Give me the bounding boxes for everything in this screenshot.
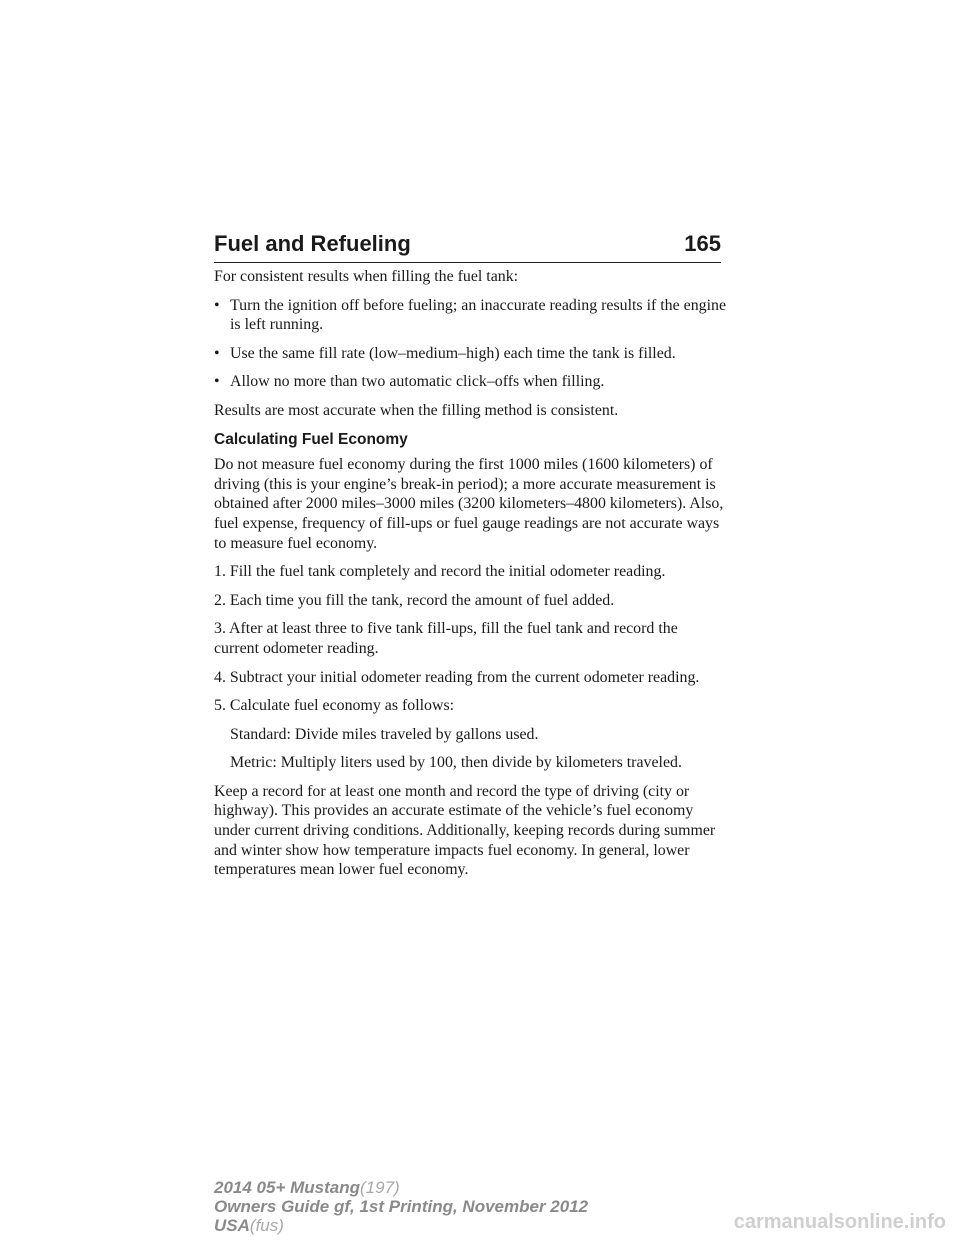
list-item-text: Turn the ignition off before fueling; an inaccurate reading results if the engine is left running.: [230, 296, 726, 334]
consistency-note: Results are most accurate when the filling method is consistent.: [214, 401, 619, 419]
footer-line: [214, 1216, 588, 1235]
list-item: [214, 372, 726, 392]
guide-edition: Owners Guide gf, 1st Printing, November 2012: [214, 1197, 589, 1216]
page-content: [214, 267, 726, 889]
print-footer: [214, 1178, 588, 1235]
subsection-heading: Calculating Fuel Economy: [214, 430, 408, 448]
tips-list: [214, 296, 726, 392]
page-ref: (197): [360, 1178, 400, 1197]
bullet-icon: •: [214, 373, 220, 391]
watermark-text: carmanualsonline.info: [733, 1211, 946, 1233]
market-ref: (fus): [249, 1216, 284, 1235]
metric-method: Metric: Multiply liters used by 100, then divide by kilometers traveled.: [230, 754, 682, 772]
section-title: Fuel and Refueling: [214, 231, 411, 256]
page-header: [214, 226, 721, 263]
bullet-icon: •: [214, 296, 220, 314]
bullet-icon: •: [214, 344, 220, 362]
model-name: 2014 05+ Mustang: [214, 1178, 360, 1197]
list-item: [214, 344, 726, 364]
intro-text: For consistent results when filling the fuel tank:: [214, 268, 519, 285]
body-paragraph: Do not measure fuel economy during the first 1000 miles (1600 kilometers) of driving (this is your engine’s break-in period); a more accurate measurement is obtained after 2000 miles–3000 miles (3200 kilometers–4800 kilometers). Also, fuel expense, frequency of fill-ups or fuel gauge readings are not accurate ways to measure fuel economy.: [214, 456, 724, 552]
step-item: 4. Subtract your initial odometer reading from the current odometer reading.: [214, 668, 700, 686]
market-code: USA: [214, 1216, 250, 1235]
step-item: 5. Calculate fuel economy as follows:: [214, 697, 455, 715]
list-item-text: Use the same fill rate (low–medium–high) each time the tank is filled.: [230, 344, 676, 362]
page-number: 165: [684, 231, 721, 256]
closing-paragraph: Keep a record for at least one month and record the type of driving (city or highway). This provides an accurate estimate of the vehicle’s fuel economy under current driving conditions. Additionally, keeping records during summer and winter show how temperature impacts fuel economy. In general, lower temperatures mean lower fuel economy.: [214, 782, 716, 879]
footer-line: [214, 1178, 588, 1197]
list-item: [214, 296, 726, 335]
step-item: 2. Each time you fill the tank, record the amount of fuel added.: [214, 591, 615, 609]
step-item: 3. After at least three to five tank fill-ups, fill the fuel tank and record the current odometer reading.: [214, 620, 678, 657]
standard-method: Standard: Divide miles traveled by gallons used.: [230, 725, 539, 743]
step-item: 1. Fill the fuel tank completely and record the initial odometer reading.: [214, 563, 666, 581]
list-item-text: Allow no more than two automatic click–offs when filling.: [230, 373, 605, 391]
